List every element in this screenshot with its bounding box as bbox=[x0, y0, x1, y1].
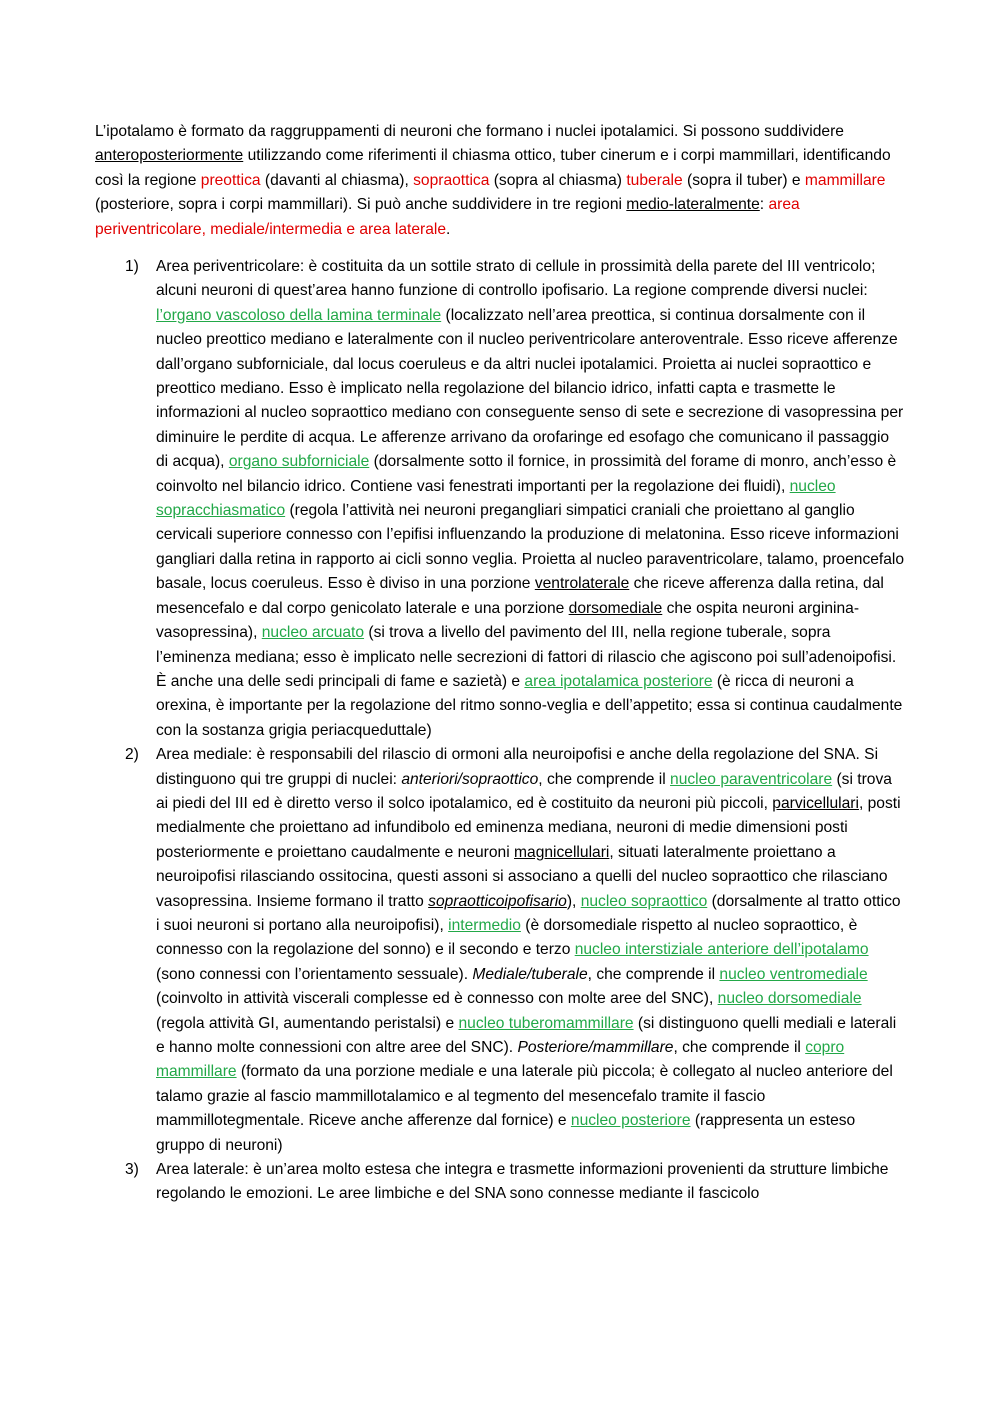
nucleus-link: intermedio bbox=[448, 916, 521, 934]
body-text: (si trova a livello del pavimento del III, nella regione tuberale, sopra l’eminenza mediana; esso è implicato nelle secrezioni di fattori di rilascio che agiscono poi sull’adenoipofisi. È anche una delle sedi principali di fame e sazietà) e bbox=[156, 624, 897, 690]
underlined-italic-term: sopraotticoipofisario bbox=[428, 892, 567, 910]
body-text: (regola l’attività nei neuroni pregangliari simpatici craniali che proiettano al ganglio cervicali superiore connesso con l’epifisi influenzando la produzione di melatonina. Esso riceve informazioni gangliari dalla retina in rapporto ai cicli sonno veglia. Proietta al nucleo paraventricolare, talamo, proencefalo basale, locus coeruleus. Esso è diviso in una porzione bbox=[156, 502, 905, 593]
intro-paragraph bbox=[95, 120, 895, 242]
intro-text: utilizzando come riferimenti il chiasma ottico, tuber cinerum e i corpi mammillari, identificando così la regione bbox=[95, 147, 891, 189]
body-text: (regola attività GI, aumentando peristalsi) e bbox=[156, 1014, 459, 1032]
intro-text: (davanti al chiasma), bbox=[260, 171, 414, 189]
body-text: , che comprende il bbox=[538, 770, 671, 788]
list-item-laterale bbox=[95, 1158, 905, 1207]
red-term: preottica bbox=[200, 171, 261, 189]
body-text: , situati lateralmente proiettano a neuroipofisi rilasciando ossitocina, questi assoni si associano a quelli del nucleo sopraottico che rilasciano vasopressina. Insieme formano il tratto bbox=[156, 843, 888, 910]
red-term: area periventricolare, mediale/intermedia e area laterale bbox=[95, 196, 800, 238]
italic-term: Mediale/tuberale bbox=[472, 965, 588, 983]
intro-text: L’ipotalamo è formato da raggruppamenti di neuroni che formano i nuclei ipotalamici. Si possono suddividere bbox=[95, 123, 844, 140]
nucleus-link: nucleo posteriore bbox=[570, 1112, 691, 1130]
underlined-term: parvicellulari bbox=[772, 794, 859, 812]
nucleus-link: nucleo arcuato bbox=[261, 624, 365, 642]
body-text: , che comprende il bbox=[587, 965, 720, 983]
body-text: (rappresenta un esteso gruppo di neuroni) bbox=[156, 1112, 856, 1154]
intro-text: (sopra il tuber) e bbox=[682, 171, 805, 189]
body-text: , che comprende il bbox=[673, 1039, 806, 1056]
intro-text: (sopra al chiasma) bbox=[489, 171, 627, 189]
red-term: mammillare bbox=[804, 171, 886, 189]
numbered-list bbox=[95, 255, 905, 1207]
nucleus-link: nucleo interstiziale anteriore dell’ipotalamo bbox=[574, 941, 869, 959]
list-number: 2) bbox=[125, 746, 139, 764]
list-number: 3) bbox=[125, 1161, 139, 1179]
intro-text: (posteriore, sopra i corpi mammillari). Si può anche suddividere in tre regioni bbox=[95, 196, 627, 214]
body-text: Area mediale: è responsabili del rilascio di ormoni alla neuroipofisi e anche della regolazione del SNA. Si distinguono qui tre gruppi di nuclei: bbox=[156, 746, 879, 788]
body-text: (si trova ai piedi del III ed è diretto verso il solco ipotalamico, ed è costituito da neuroni più piccoli, bbox=[156, 770, 892, 812]
list-item-mediale bbox=[95, 743, 905, 1158]
underlined-term: dorsomediale bbox=[568, 599, 663, 617]
body-text: (dorsalmente sotto il fornice, in prossimità del forame di monro, anch’esso è coinvolto nel bilancio idrico. Contiene vasi fenestrati importanti per la regolazione dei fluidi), bbox=[156, 453, 897, 495]
underlined-term: anteroposteriormente bbox=[95, 147, 244, 165]
nucleus-link: nucleo dorsomediale bbox=[717, 990, 862, 1008]
intro-text: . bbox=[446, 220, 451, 238]
nucleus-link: area ipotalamica posteriore bbox=[524, 672, 713, 690]
nucleus-link: nucleo ventromediale bbox=[719, 965, 868, 983]
nucleus-link: nucleo tuberomammillare bbox=[458, 1014, 634, 1032]
body-text: (formato da una porzione mediale e una laterale più piccola; è collegato al nucleo anteriore del talamo grazie al fascio mammillotalamico e al tegmento del mesencefalo tramite il fascio mammillotegmentale. Riceve anche afferenze dal fornice) e bbox=[156, 1063, 893, 1130]
nucleus-link: nucleo sopraottico bbox=[580, 892, 708, 910]
underlined-term: magnicellulari bbox=[514, 843, 610, 861]
red-term: tuberale bbox=[626, 171, 683, 189]
list-number: 1) bbox=[125, 258, 139, 275]
intro-text: : bbox=[759, 196, 769, 214]
body-text: che riceve afferenza dalla retina, dal mesencefalo e dal corpo genicolato laterale e una porzione bbox=[156, 575, 884, 617]
body-text: ), bbox=[566, 892, 581, 910]
underlined-term: medio-lateralmente bbox=[626, 196, 760, 214]
body-text: (coinvolto in attività viscerali complesse ed è connesso con molte aree del SNC), bbox=[156, 990, 718, 1008]
body-text: Area periventricolare: è costituita da un sottile strato di cellule in prossimità della parete del III ventricolo; alcuni neuroni di quest’area hanno funzione di controllo ipofisario. La regione comprende diversi nuclei: bbox=[156, 258, 876, 300]
red-term: sopraottica bbox=[413, 171, 490, 189]
body-text: , posti medialmente che proiettano ad infundibolo ed eminenza mediana, neuroni di medie dimensioni posti posteriormente e proiettano caudalmente e neuroni bbox=[156, 794, 901, 861]
body-text: (localizzato nell’area preottica, si continua dorsalmente con il nucleo preottico mediano e lateralmente con il nucleo periventricolare anteroventrale. Esso riceve afferenze dall’organo subforniciale, dal locus coeruleus e da altri nuclei ipotalamici. Proietta ai nuclei sopraottico e preottico mediano. Esso è implicato nella regolazione del bilancio idrico, infatti capta e trasmette le informazioni al nucleo sopraottico mediano con conseguente senso di sete e secrezione di vasopressina per diminuire le perdite di acqua. Le afferenze arrivano da orofaringe ed esofago che comunicano il passaggio di acqua), bbox=[156, 306, 904, 471]
body-text: (sono connessi con l’orientamento sessuale). bbox=[156, 965, 473, 983]
body-text: che ospita neuroni arginina-vasopressina), bbox=[156, 599, 860, 642]
italic-term: anteriori/sopraottico bbox=[401, 770, 539, 788]
body-text: (si distinguono quelli mediali e laterali e hanno molte connessioni con altre aree del SNC). bbox=[156, 1014, 897, 1056]
list-item-periventricolare bbox=[95, 255, 905, 743]
body-text: (dorsalmente al tratto ottico i suoi neuroni si portano alla neuroipofisi), bbox=[156, 892, 901, 934]
nucleus-link: nucleo sopracchiasmatico bbox=[156, 477, 836, 520]
nucleus-link: nucleo paraventricolare bbox=[670, 770, 833, 788]
underlined-term: ventrolaterale bbox=[534, 575, 630, 593]
body-text: (è ricca di neuroni a orexina, è importante per la regolazione del ritmo sonno-veglia e dell’appetito; essa si continua caudalmente con la sostanza grigia periacqueduttale) bbox=[156, 672, 903, 739]
nucleus-link: organo subforniciale bbox=[228, 453, 370, 471]
italic-term: Posteriore/mammillare bbox=[517, 1039, 674, 1056]
nucleus-link: copro mammillare bbox=[156, 1039, 845, 1081]
nucleus-link: l’organo vascoloso della lamina terminale bbox=[156, 306, 442, 324]
body-text: Area laterale: è un’area molto estesa che integra e trasmette informazioni provenienti da strutture limbiche regolando le emozioni. Le aree limbiche e del SNA sono connesse mediante il fascicolo bbox=[156, 1161, 889, 1203]
body-text: (è dorsomediale rispetto al nucleo sopraottico, è connesso con la regolazione del sonno) e il secondo e terzo bbox=[156, 916, 858, 959]
